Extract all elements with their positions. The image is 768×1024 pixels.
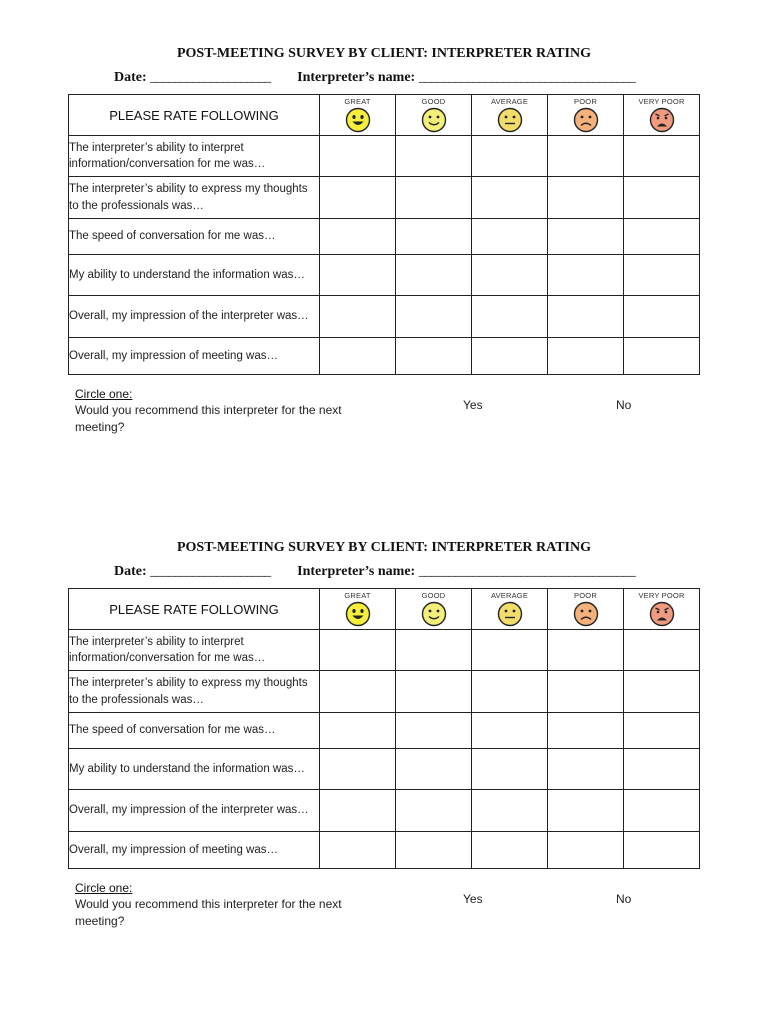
rating-cell-average[interactable] xyxy=(472,749,548,790)
rating-cell-very-poor[interactable] xyxy=(624,671,700,713)
yes-option[interactable]: Yes xyxy=(463,892,483,906)
rating-cell-good[interactable] xyxy=(396,832,472,869)
rating-cell-great[interactable] xyxy=(320,713,396,749)
rating-cell-great[interactable] xyxy=(320,749,396,790)
question-row xyxy=(69,177,700,219)
rating-cell-great[interactable] xyxy=(320,671,396,713)
neutral-face-icon xyxy=(472,107,547,133)
yes-option[interactable]: Yes xyxy=(463,398,483,412)
rating-col-great xyxy=(320,95,396,136)
rating-cell-great[interactable] xyxy=(320,790,396,832)
rating-label: VERY POOR xyxy=(638,591,685,600)
rating-label: GREAT xyxy=(344,97,371,106)
rating-cell-poor[interactable] xyxy=(548,255,624,296)
survey-title: POST-MEETING SURVEY BY CLIENT: INTERPRETER RATING xyxy=(176,540,591,555)
rating-col-poor xyxy=(548,95,624,136)
rating-cell-very-poor[interactable] xyxy=(624,255,700,296)
rating-cell-very-poor[interactable] xyxy=(624,630,700,671)
circle-one-label: Circle one: xyxy=(75,881,133,895)
rating-cell-average[interactable] xyxy=(472,296,548,338)
rating-cell-poor[interactable] xyxy=(548,219,624,255)
question-text: The interpreter’s ability to express my thoughts to the professionals was… xyxy=(69,671,320,713)
rating-cell-poor[interactable] xyxy=(548,671,624,713)
rating-cell-good[interactable] xyxy=(396,790,472,832)
angry-face-icon xyxy=(624,601,699,627)
interpreter-name-field[interactable]: ____________________________________ xyxy=(418,70,635,85)
circle-one-label: Circle one: xyxy=(75,387,133,401)
rating-col-good xyxy=(396,589,472,630)
rating-cell-good[interactable] xyxy=(396,671,472,713)
rating-cell-good[interactable] xyxy=(396,177,472,219)
grinning-face-icon xyxy=(320,601,395,627)
smiling-face-icon xyxy=(396,601,471,627)
rating-cell-good[interactable] xyxy=(396,713,472,749)
question-row xyxy=(69,255,700,296)
question-row xyxy=(69,630,700,671)
date-field[interactable]: ____________________ xyxy=(150,564,271,579)
rating-cell-good[interactable] xyxy=(396,630,472,671)
grinning-face-icon xyxy=(320,107,395,133)
rating-cell-very-poor[interactable] xyxy=(624,338,700,375)
rating-cell-great[interactable] xyxy=(320,136,396,177)
recommend-question: Would you recommend this interpreter for the next meeting? xyxy=(75,897,342,928)
question-row xyxy=(69,296,700,338)
rating-cell-average[interactable] xyxy=(472,255,548,296)
interpreter-name-field[interactable]: ____________________________________ xyxy=(418,564,635,579)
rating-cell-poor[interactable] xyxy=(548,630,624,671)
rating-cell-very-poor[interactable] xyxy=(624,749,700,790)
date-label: Date: xyxy=(114,564,147,579)
survey-title: POST-MEETING SURVEY BY CLIENT: INTERPRETER RATING xyxy=(176,46,591,61)
rating-cell-very-poor[interactable] xyxy=(624,790,700,832)
question-text: The interpreter’s ability to interpret information/conversation for me was… xyxy=(69,630,320,671)
rating-col-average xyxy=(472,95,548,136)
rating-cell-average[interactable] xyxy=(472,177,548,219)
rating-cell-great[interactable] xyxy=(320,832,396,869)
date-field[interactable]: ____________________ xyxy=(150,70,271,85)
question-row xyxy=(69,749,700,790)
rating-cell-average[interactable] xyxy=(472,713,548,749)
question-text: The interpreter’s ability to interpret information/conversation for me was… xyxy=(69,136,320,177)
rating-col-very-poor xyxy=(624,589,700,630)
rating-label: GREAT xyxy=(344,591,371,600)
rating-cell-good[interactable] xyxy=(396,219,472,255)
rating-cell-poor[interactable] xyxy=(548,296,624,338)
no-option[interactable]: No xyxy=(616,398,632,412)
rating-cell-average[interactable] xyxy=(472,832,548,869)
interpreter-name-label: Interpreter’s name: xyxy=(297,564,416,579)
rating-cell-average[interactable] xyxy=(472,338,548,375)
rating-cell-very-poor[interactable] xyxy=(624,832,700,869)
rating-col-poor xyxy=(548,589,624,630)
rating-cell-great[interactable] xyxy=(320,219,396,255)
rating-cell-poor[interactable] xyxy=(548,713,624,749)
rating-table xyxy=(68,588,700,869)
rating-cell-average[interactable] xyxy=(472,630,548,671)
question-row xyxy=(69,671,700,713)
rating-label: GOOD xyxy=(421,591,446,600)
rating-cell-very-poor[interactable] xyxy=(624,136,700,177)
rating-cell-poor[interactable] xyxy=(548,790,624,832)
rating-col-good xyxy=(396,95,472,136)
question-text: Overall, my impression of meeting was… xyxy=(69,832,320,869)
question-text: The speed of conversation for me was… xyxy=(69,713,320,749)
rating-header-row xyxy=(69,95,700,136)
date-label: Date: xyxy=(114,70,147,85)
rating-label: AVERAGE xyxy=(490,591,529,600)
frowning-face-icon xyxy=(548,107,623,133)
rating-cell-great[interactable] xyxy=(320,255,396,296)
rating-label: POOR xyxy=(574,591,597,600)
rating-cell-great[interactable] xyxy=(320,338,396,375)
smiling-face-icon xyxy=(396,107,471,133)
rating-cell-great[interactable] xyxy=(320,177,396,219)
no-option[interactable]: No xyxy=(616,892,632,906)
question-text: My ability to understand the information was… xyxy=(69,749,320,790)
question-text: Overall, my impression of the interpreter was… xyxy=(69,790,320,832)
rating-cell-good[interactable] xyxy=(396,338,472,375)
rating-cell-poor[interactable] xyxy=(548,749,624,790)
rating-header-row xyxy=(69,589,700,630)
rating-label: VERY POOR xyxy=(638,97,685,106)
rating-cell-very-poor[interactable] xyxy=(624,177,700,219)
rating-cell-very-poor[interactable] xyxy=(624,713,700,749)
question-row xyxy=(69,790,700,832)
rating-cell-average[interactable] xyxy=(472,136,548,177)
rating-label: POOR xyxy=(574,97,597,106)
rate-header: PLEASE RATE FOLLOWING xyxy=(69,589,320,630)
neutral-face-icon xyxy=(472,601,547,627)
question-row xyxy=(69,713,700,749)
rating-cell-average[interactable] xyxy=(472,219,548,255)
rating-col-average xyxy=(472,589,548,630)
question-text: Overall, my impression of the interpreter was… xyxy=(69,296,320,338)
recommend-question: Would you recommend this interpreter for the next meeting? xyxy=(75,403,342,434)
rating-cell-very-poor[interactable] xyxy=(624,296,700,338)
rating-cell-poor[interactable] xyxy=(548,832,624,869)
question-text: Overall, my impression of meeting was… xyxy=(69,338,320,375)
question-row xyxy=(69,338,700,375)
rating-label: AVERAGE xyxy=(490,97,529,106)
rating-table xyxy=(68,94,700,375)
question-text: The speed of conversation for me was… xyxy=(69,219,320,255)
rating-cell-very-poor[interactable] xyxy=(624,219,700,255)
rating-cell-poor[interactable] xyxy=(548,136,624,177)
question-text: My ability to understand the information was… xyxy=(69,255,320,296)
question-row xyxy=(69,136,700,177)
rating-cell-poor[interactable] xyxy=(548,338,624,375)
rating-cell-great[interactable] xyxy=(320,630,396,671)
rating-cell-poor[interactable] xyxy=(548,177,624,219)
rating-label: GOOD xyxy=(421,97,446,106)
rating-cell-average[interactable] xyxy=(472,790,548,832)
angry-face-icon xyxy=(624,107,699,133)
rating-cell-great[interactable] xyxy=(320,296,396,338)
rating-cell-average[interactable] xyxy=(472,671,548,713)
rating-cell-good[interactable] xyxy=(396,255,472,296)
rating-col-great xyxy=(320,589,396,630)
question-row xyxy=(69,219,700,255)
interpreter-name-label: Interpreter’s name: xyxy=(297,70,416,85)
question-row xyxy=(69,832,700,869)
question-text: The interpreter’s ability to express my thoughts to the professionals was… xyxy=(69,177,320,219)
rate-header: PLEASE RATE FOLLOWING xyxy=(69,95,320,136)
date-and-interpreter-line xyxy=(114,70,635,86)
rating-cell-good[interactable] xyxy=(396,749,472,790)
rating-col-very-poor xyxy=(624,95,700,136)
date-and-interpreter-line xyxy=(114,564,635,580)
frowning-face-icon xyxy=(548,601,623,627)
rating-cell-good[interactable] xyxy=(396,136,472,177)
rating-cell-good[interactable] xyxy=(396,296,472,338)
